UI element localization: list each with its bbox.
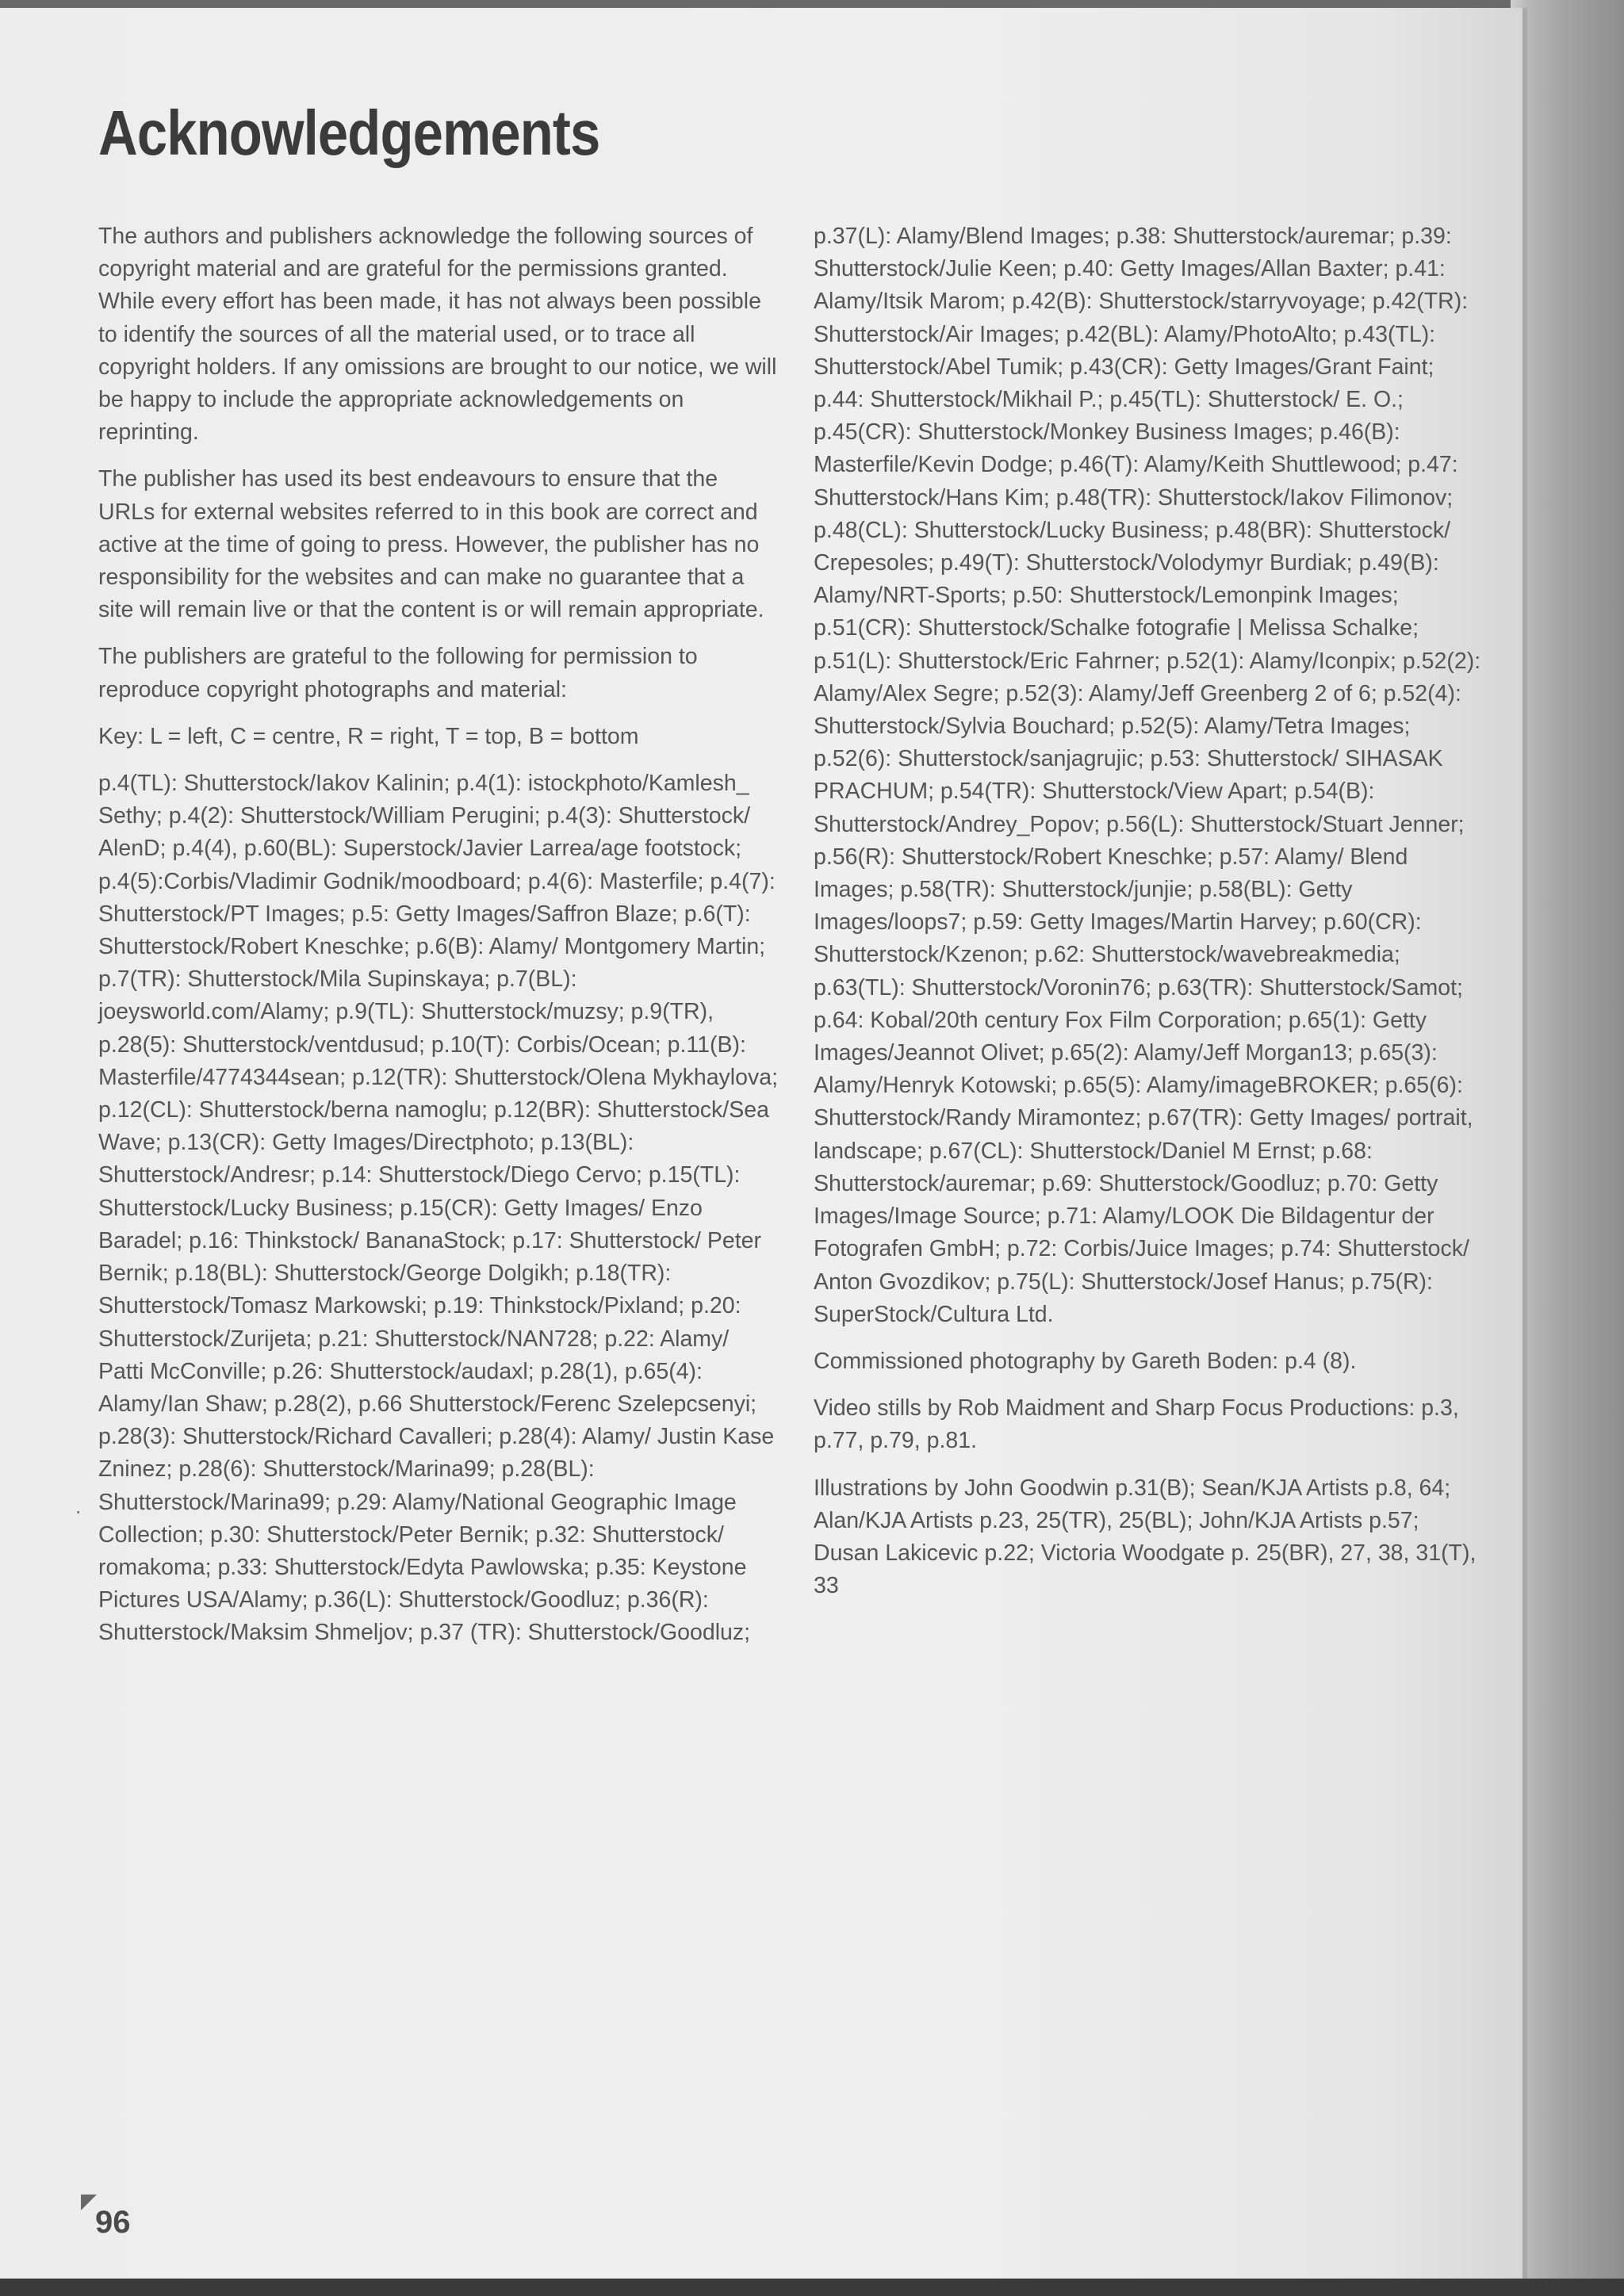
photo-credits-continued-paragraph: p.37(L): Alamy/Blend Images; p.38: Shutterstock/auremar; p.39: Shutterstock/Julie Keen; p.40: Getty Images/Allan Baxter; p.41: Alamy/Itsik Marom; p.42(B): Shutterstock/starryvoyage; p.42(TR): Shutterstock/Air Images; p.42(BL): Alamy/PhotoAlto; p.43(TL): Shutterstock/Abel Tumik; p.43(CR): Getty Images/Grant Faint; p.44: Shutterstock/Mikhail P.; p.45(TL): Shutterstock/ E. O.; p.45(CR): Shutterstock/Monkey Business Images; p.46(B): Masterfile/Kevin Dodge; p.46(T): Alamy/Keith Shuttlewood; p.47: Shutterstock/Hans Kim; p.48(TR): Shutterstock/Iakov Filimonov; p.48(CL): Shutterstock/Lucky Business; p.48(BR): Shutterstock/ Crepesoles; p.49(T): Shutterstock/Volodymyr Burdiak; p.49(B): Alamy/NRT-Sports; p.50: Shutterstock/Lemonpink Images; p.51(CR): Shutterstock/Schalke fotografie | Melissa Schalke; p.51(L): Shutterstock/Eric Fahrner; p.52(1): Alamy/Iconpix; p.52(2): Alamy/Alex Segre; p.52(3): Alamy/Jeff Greenberg 2 of 6; p.52(4): Shutterstock/Sylvia Bouchard; p.52(5): Alamy/Tetra Images; p.52(6): Shutterstock/sanjagrujic; p.53: Shutterstock/ SIHASAK PRACHUM; p.54(TR): Shutterstock/View Apart; p.54(B): Shutterstock/Andrey_Popov; p.56(L): Shutterstock/Stuart Jenner; p.56(R): Shutterstock/Robert Kneschke; p.57: Alamy/ Blend Images; p.58(TR): Shutterstock/junjie; p.58(BL): Getty Images/loops7; p.59: Getty Images/Martin Harvey; p.60(CR): Shutterstock/Kzenon; p.62: Shutterstock/wavebreakmedia; p.63(TL): Shutterstock/Voronin76; p.63(TR): Shutterstock/Samot; p.64: Kobal/20th century Fox Film Corporation; p.65(1): Getty Images/Jeannot Olivet; p.65(2): Alamy/Jeff Morgan13; p.65(3): Alamy/Henryk Kotowski; p.65(5): Alamy/imageBROKER; p.65(6): Shutterstock/Randy Miramontez; p.67(TR): Getty Images/ portrait, landscape; p.67(CL): Shutterstock/Daniel M Ernst; p.68: Shutterstock/auremar; p.69: Shutterstock/Goodluz; p.70: Getty Images/Image Source; p.71: Alamy/LOOK Die Bildagentur der Fotografen GmbH; p.72: Corbis/Juice Images; p.74: Shutterstock/ Anton Gvozdikov; p.75(L): Shutterstock/Josef Hanus; p.75(R): SuperStock/Cultura Ltd. xyxy=(814,224,1481,1327)
intro-paragraph: The authors and publishers acknowledge the following sources of copyright material and are grateful for the permissions granted. While every effort has been made, it has not always been possible to identify the sources of all the material used, or to trace all copyright holders. If any omissions are brought to our notice, we will be happy to include the appropriate acknowledgements on reprinting. xyxy=(98,224,777,446)
right-column xyxy=(814,220,1481,1617)
scan-bottom-edge xyxy=(0,2279,1624,2296)
folio-triangle-icon xyxy=(81,2195,97,2210)
url-disclaimer-paragraph: The publisher has used its best endeavours to ensure that the URLs for external websites referred to in this book are correct and active at the time of going to press. However, the publisher has no responsibility for the websites and can make no guarantee that a site will remain live or that the content is or will remain appropriate. xyxy=(98,466,764,623)
commissioned-photography-paragraph: Commissioned photography by Gareth Boden: p.4 (8). xyxy=(814,1348,1357,1374)
left-column xyxy=(98,220,779,1664)
illustrations-paragraph: Illustrations by John Goodwin p.31(B); Sean/KJA Artists p.8, 64; Alan/KJA Artists p.23, 25(TR), 25(BL); John/KJA Artists p.57; Dusan Lakicevic p.22; Victoria Woodgate p. 25(BR), 27, 38, 31(T), 33 xyxy=(814,1475,1477,1599)
page-edge xyxy=(1522,8,1527,2280)
binding-gutter-shadow xyxy=(1511,0,1624,2296)
photo-credits-paragraph: p.4(TL): Shutterstock/Iakov Kalinin; p.4(1): istockphoto/Kamlesh_ Sethy; p.4(2): Shutterstock/William Perugini; p.4(3): Shutterstock/ AlenD; p.4(4), p.60(BL): Superstock/Javier Larrea/age footstock; p.4(5):Corbis/Vladimir Godnik/moodboard; p.4(6): Masterfile; p.4(7): Shutterstock/PT Images; p.5: Getty Images/Saffron Blaze; p.6(T): Shutterstock/Robert Kneschke; p.6(B): Alamy/ Montgomery Martin; p.7(TR): Shutterstock/Mila Supinskaya; p.7(BL): joeysworld.com/Alamy; p.9(TL): Shutterstock/muzsy; p.9(TR), p.28(5): Shutterstock/ventdusud; p.10(T): Corbis/Ocean; p.11(B): Masterfile/4774344sean; p.12(TR): Shutterstock/Olena Mykhaylova; p.12(CL): Shutterstock/berna namoglu; p.12(BR): Shutterstock/Sea Wave; p.13(CR): Getty Images/Directphoto; p.13(BL): Shutterstock/Andresr; p.14: Shutterstock/Diego Cervo; p.15(TL): Shutterstock/Lucky Business; p.15(CR): Getty Images/ Enzo Baradel; p.16: Thinkstock/ BananaStock; p.17: Shutterstock/ Peter Bernik; p.18(BL): Shutterstock/George Dolgikh; p.18(TR): Shutterstock/Tomasz Markowski; p.19: Thinkstock/Pixland; p.20: Shutterstock/Zurijeta; p.21: Shutterstock/NAN728; p.22: Alamy/ Patti McConville; p.26: Shutterstock/audaxl; p.28(1), p.65(4): Alamy/Ian Shaw; p.28(2), p.66 Shutterstock/Ferenc Szelepcsenyi; p.28(3): Shutterstock/Richard Cavalleri; p.28(4): Alamy/ Justin Kase Zninez; p.28(6): Shutterstock/Marina99; p.28(BL): Shutterstock/Marina99; p.29: Alamy/National Geographic Image Collection; p.30: Shutterstock/Peter Bernik; p.32: Shutterstock/ romakoma; p.33: Shutterstock/Edyta Pawlowska; p.35: Keystone Pictures USA/Alamy; p.36(L): Shutterstock/Goodluz; p.36(R): Shutterstock/Maksim Shmeljov; p.37 (TR): Shutterstock/Goodluz; xyxy=(98,771,779,1646)
page-number: 96 xyxy=(95,2205,131,2240)
margin-mark: · xyxy=(75,1498,82,1523)
permissions-paragraph: The publishers are grateful to the following for permission to reproduce copyright photographs and material: xyxy=(98,644,698,702)
page-title: Acknowledgements xyxy=(98,98,600,168)
scan-top-edge xyxy=(0,0,1624,8)
video-stills-paragraph: Video stills by Rob Maidment and Sharp Focus Productions: p.3, p.77, p.79, p.81. xyxy=(814,1395,1459,1454)
key-paragraph: Key: L = left, C = centre, R = right, T = top, B = bottom xyxy=(98,723,639,749)
